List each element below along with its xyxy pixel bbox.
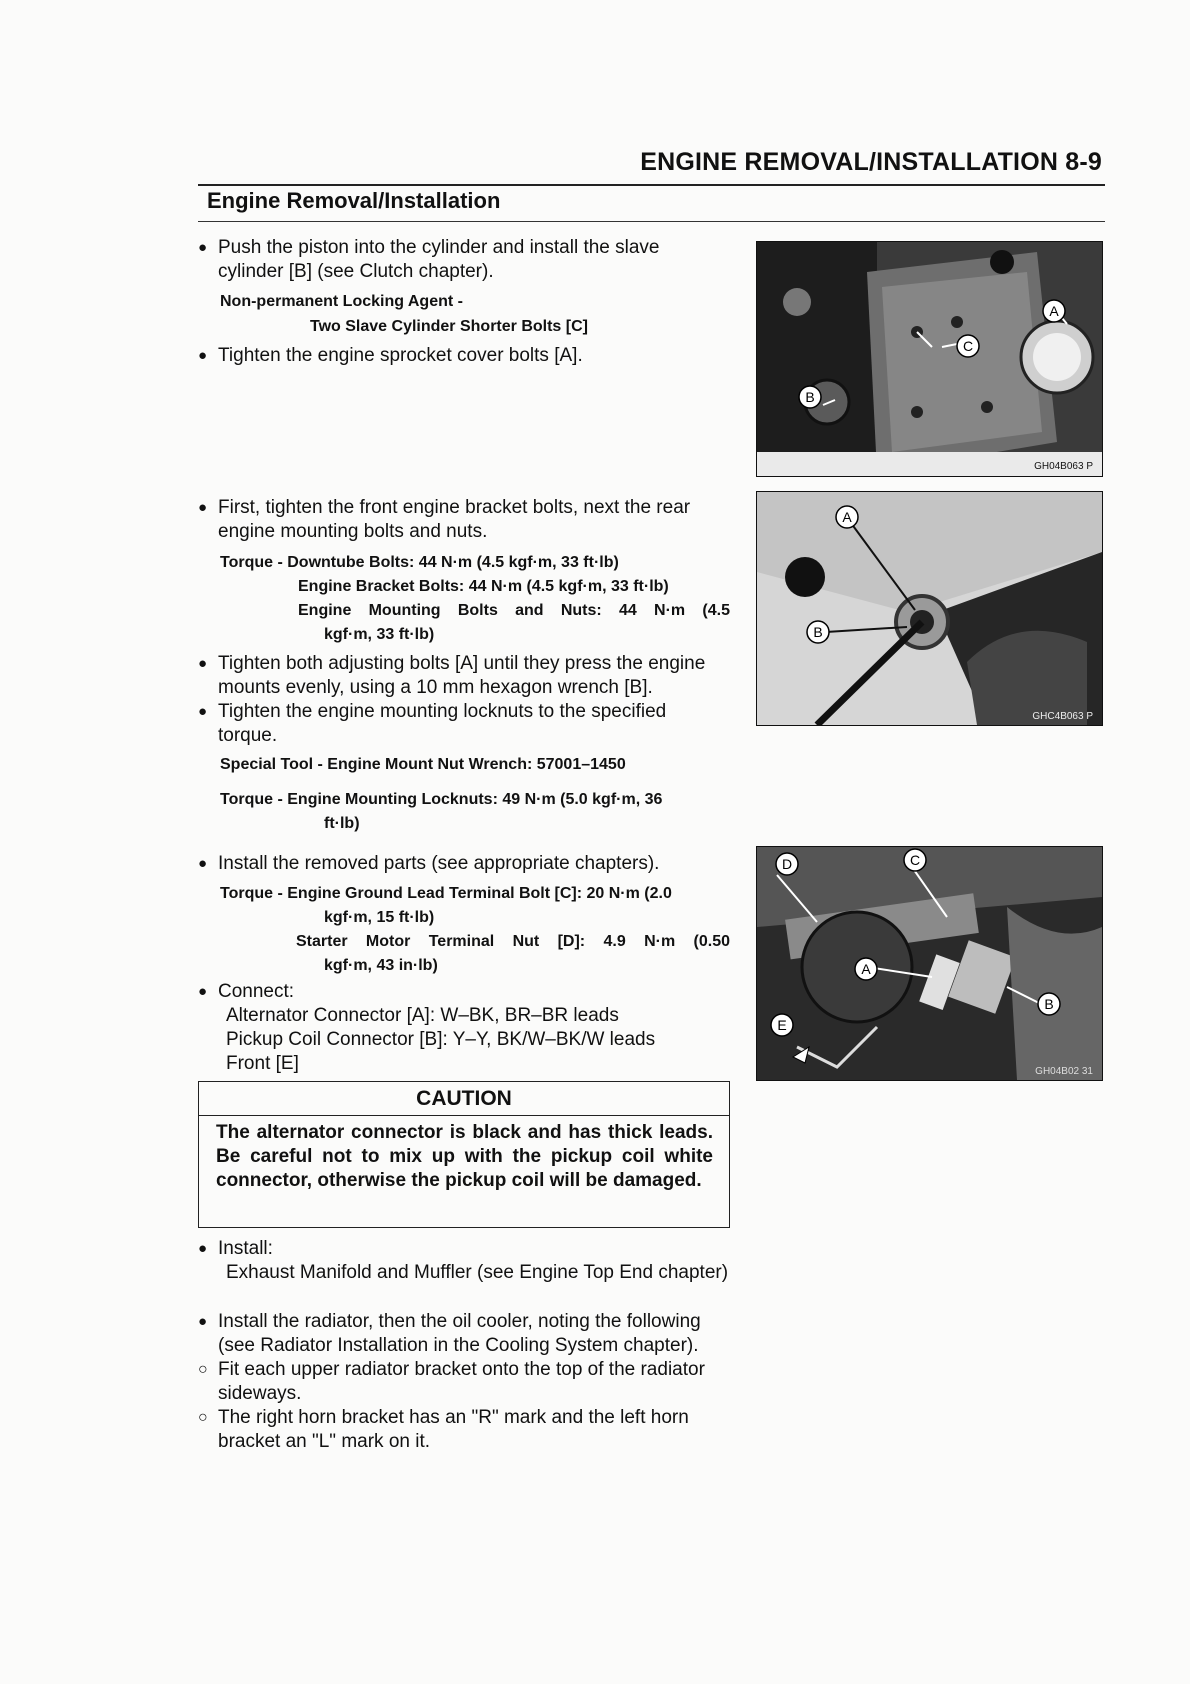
bullet-icon: ● [198, 703, 208, 720]
note-horn-bracket: ○ The right horn bracket has an "R" mark and the left horn bracket an "L" mark on it. [198, 1407, 689, 1452]
photo-sprocket-cover-image [757, 242, 1102, 476]
caution-box [198, 1081, 730, 1228]
bullet-icon: ● [198, 347, 208, 364]
torque-ground-lead: Torque - Engine Ground Lead Terminal Bolt [C]: 20 N·m (2.0 [220, 885, 672, 902]
torque-downtube: Torque - Downtube Bolts: 44 N·m (4.5 kgf·m, 33 ft·lb) [220, 554, 619, 571]
photo2-label-b: B [813, 624, 823, 640]
bullet-icon: ● [198, 1313, 208, 1330]
step-install: ● Install: [198, 1238, 273, 1259]
photo-starter-connectors-image [757, 847, 1102, 1080]
note-radiator-bracket: ○ Fit each upper radiator bracket onto the top of the radiator sideways. [198, 1359, 705, 1404]
header-rule [198, 184, 1105, 186]
connect-pickup-coil: Pickup Coil Connector [B]: Y–Y, BK/W–BK/W leads [226, 1029, 656, 1050]
photo1-label-c: C [962, 338, 974, 354]
photo3-label-b: B [1044, 996, 1054, 1012]
note-circle-icon: ○ [198, 1361, 208, 1378]
bullet-icon: ● [198, 239, 208, 256]
torque-ground-lead-cont: kgf·m, 15 ft·lb) [324, 909, 435, 926]
step-tighten-brackets: ● First, tighten the front engine bracket bolts, next the rear engine mounting bolts and nuts. [198, 497, 691, 542]
bullet-icon: ● [198, 983, 208, 1000]
photo2-label-a: A [842, 509, 852, 525]
photo2-code: GHC4B063 P [1032, 711, 1093, 722]
section-title: Engine Removal/Installation [207, 188, 501, 213]
bullet-icon: ● [198, 655, 208, 672]
step-mounting-locknuts: ● Tighten the engine mounting locknuts to the specified torque. [198, 701, 667, 746]
photo-starter-connectors [756, 846, 1103, 1081]
connect-front: Front [E] [226, 1053, 299, 1074]
caution-title: CAUTION [199, 1082, 729, 1116]
photo-sprocket-cover [756, 241, 1103, 477]
step-adjusting-bolts: ● Tighten both adjusting bolts [A] until they press the engine mounts evenly, using a 10 mm hexagon wrench [B]. [198, 653, 706, 698]
torque-locknuts: Torque - Engine Mounting Locknuts: 49 N·m (5.0 kgf·m, 36 [220, 791, 663, 808]
step-connect: ● Connect: [198, 981, 295, 1002]
photo3-label-a: A [861, 961, 871, 977]
step-install-radiator: ● Install the radiator, then the oil cooler, noting the following (see Radiator Installation in the Cooling System chapter). [198, 1311, 701, 1356]
running-head: ENGINE REMOVAL/INSTALLATION 8-9 [640, 148, 1102, 176]
locking-agent-bolts: Two Slave Cylinder Shorter Bolts [C] [310, 318, 588, 335]
torque-locknuts-cont: ft·lb) [324, 815, 360, 832]
install-exhaust: Exhaust Manifold and Muffler (see Engine Top End chapter) [226, 1262, 729, 1283]
photo3-label-e: E [777, 1017, 787, 1033]
special-tool: Special Tool - Engine Mount Nut Wrench: 57001–1450 [220, 756, 626, 773]
photo1-code: GH04B063 P [1034, 461, 1093, 472]
photo1-label-a: A [1049, 303, 1059, 319]
connect-alternator: Alternator Connector [A]: W–BK, BR–BR leads [226, 1005, 619, 1026]
section-rule [198, 221, 1105, 222]
torque-starter-terminal: Starter Motor Terminal Nut [D]: 4.9 N·m (0.50 [296, 933, 730, 950]
step-tighten-sprocket-cover: ● Tighten the engine sprocket cover bolts [A]. [198, 345, 583, 366]
bullet-icon: ● [198, 499, 208, 516]
photo3-label-d: D [781, 856, 793, 872]
note-circle-icon: ○ [198, 1409, 208, 1426]
photo3-code: GH04B02 31 [1035, 1066, 1093, 1077]
torque-starter-terminal-cont: kgf·m, 43 in·lb) [324, 957, 438, 974]
photo3-label-c: C [909, 852, 921, 868]
locking-agent-note: Non-permanent Locking Agent - [220, 293, 463, 310]
torque-engine-mounting-cont: kgf·m, 33 ft·lb) [324, 626, 435, 643]
step-install-removed-parts: ● Install the removed parts (see appropriate chapters). [198, 853, 660, 874]
bullet-icon: ● [198, 1240, 208, 1257]
torque-engine-mounting: Engine Mounting Bolts and Nuts: 44 N·m (4.5 [298, 602, 730, 619]
caution-body: The alternator connector is black and has thick leads. Be careful not to mix up with the pickup coil white connector, otherwise the pickup coil will be damaged. [216, 1122, 713, 1191]
photo-engine-mount [756, 491, 1103, 726]
photo1-label-b: B [805, 389, 815, 405]
step-install-slave-cylinder: ● Push the piston into the cylinder and install the slave cylinder [B] (see Clutch chapter). [198, 237, 660, 282]
photo-engine-mount-image [757, 492, 1102, 725]
torque-engine-bracket: Engine Bracket Bolts: 44 N·m (4.5 kgf·m, 33 ft·lb) [298, 578, 669, 595]
bullet-icon: ● [198, 855, 208, 872]
